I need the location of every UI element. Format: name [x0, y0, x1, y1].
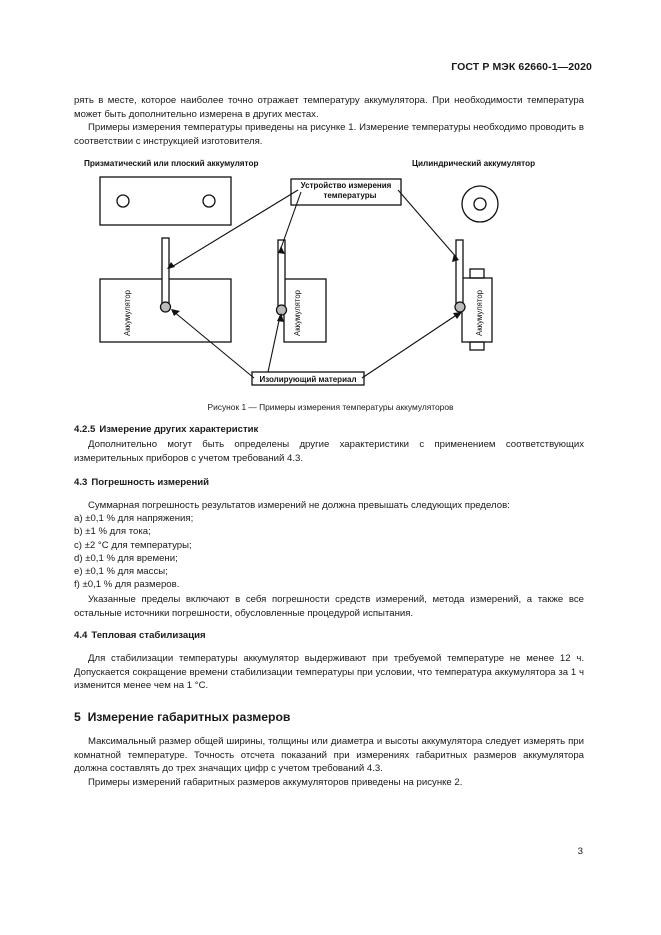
list-item: c) ±2 °С для температуры; [74, 540, 192, 551]
cell-label-2: Аккумулятор [293, 289, 302, 336]
label-cylindrical: Цилиндрический аккумулятор [412, 159, 536, 168]
list-item: b) ±1 % для тока; [74, 526, 151, 537]
list-item: e) ±0,1 % для массы; [74, 566, 168, 577]
sensor-tip-1 [161, 302, 171, 312]
heading-4-4: 4.4 Тепловая стабилизация [74, 630, 206, 641]
paragraph-4-2-5: Дополнительно могут быть определены другие характеристики с применением соответствующих измерительных приборов с учетом требований 4.3. [74, 439, 584, 464]
prismatic-cell-top-view [100, 177, 231, 225]
figure-temperature-measurement [0, 150, 661, 400]
label-device-line1: Устройство измерения [300, 181, 392, 190]
paragraph-5-1: Максимальный размер общей ширины, толщины или диаметра и высоты аккумулятора следует измерять при комнатной температуре. Точность отсчета показаний при измерениях габаритных размеров аккумулятора должна составлять до трех значащих цифр с учетом требований 4.3. [74, 736, 584, 775]
cell-label-1: Аккумулятор [123, 289, 132, 336]
list-item: a) ±0,1 % для напряжения; [74, 513, 194, 524]
heading-4-2-5: 4.2.5 Измерение других характеристик [74, 424, 259, 435]
cylindrical-cell-top-view [462, 186, 498, 222]
list-item: d) ±0,1 % для времени; [74, 553, 178, 564]
paragraph-continuation: рять в месте, которое наиболее точно отражает температуру аккумулятора. При необходимости температура может быть дополнительно измерена в других местах. [74, 95, 584, 120]
list-item: f) ±0,1 % для размеров. [74, 579, 180, 590]
cylinder-cap-top [470, 269, 484, 278]
paragraph-5-2: Примеры измерений габаритных размеров аккумуляторов приведены на рисунке 2. [88, 777, 463, 788]
page-number: 3 [577, 846, 583, 857]
paragraph-4-4: Для стабилизации температуры аккумулятор выдерживают при требуемой температуре не менее 12 ч. Допускается сокращение времени стабилизации температуры при условии, что температура аккумулятора за 1 ч изменится менее чем на 1 °С. [74, 653, 584, 692]
label-device-line2: температуры [323, 191, 377, 200]
paragraph-4-3-intro: Суммарная погрешность результатов измерений не должна превышать следующих пределов: [88, 500, 510, 511]
terminal-left [117, 195, 129, 207]
cylindrical-terminal [474, 198, 486, 210]
sensor-probe-1 [162, 238, 169, 305]
label-insulating: Изолирующий материал [259, 375, 357, 384]
flat-cell-side-view [284, 279, 326, 342]
paragraph-figure-reference: Примеры измерения температуры приведены на рисунке 1. Измерение температуры необходимо проводить в соответствии с инструкцией изготовителя. [74, 122, 584, 147]
document-header: ГОСТ Р МЭК 62660-1—2020 [451, 61, 592, 73]
cell-label-3: Аккумулятор [475, 289, 484, 336]
label-prismatic: Призматический или плоский аккумулятор [84, 159, 259, 168]
sensor-probe-3 [456, 240, 463, 307]
terminal-right [203, 195, 215, 207]
sensor-tip-3 [455, 302, 465, 312]
cylinder-cap-bottom [470, 342, 484, 350]
paragraph-4-3-outro: Указанные пределы включают в себя погрешности средств измерений, метода измерений, а также все остальные источники погрешности, обусловленные процедурой испытания. [74, 594, 584, 619]
heading-4-3: 4.3 Погрешность измерений [74, 477, 210, 488]
sensor-tip-2 [277, 305, 287, 315]
figure-caption: Рисунок 1 — Примеры измерения температуры аккумуляторов [207, 402, 454, 412]
heading-5: 5 Измерение габаритных размеров [74, 710, 291, 724]
